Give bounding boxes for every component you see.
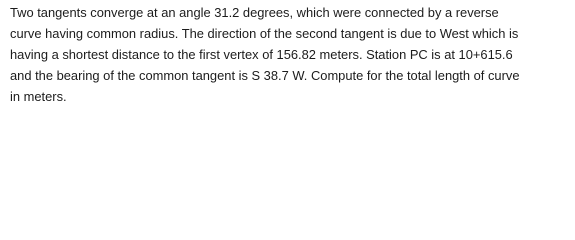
problem-statement (10, 2, 570, 107)
problem-line-1: Two tangents converge at an angle 31.2 degrees, which were connected by a reverse (10, 5, 499, 20)
problem-line-5: in meters. (10, 89, 67, 104)
problem-line-4: and the bearing of the common tangent is S 38.7 W. Compute for the total length of curve (10, 68, 520, 83)
problem-line-3: having a shortest distance to the first vertex of 156.82 meters. Station PC is at 10+615.6 (10, 47, 513, 62)
problem-line-2: curve having common radius. The direction of the second tangent is due to West which is (10, 26, 519, 41)
